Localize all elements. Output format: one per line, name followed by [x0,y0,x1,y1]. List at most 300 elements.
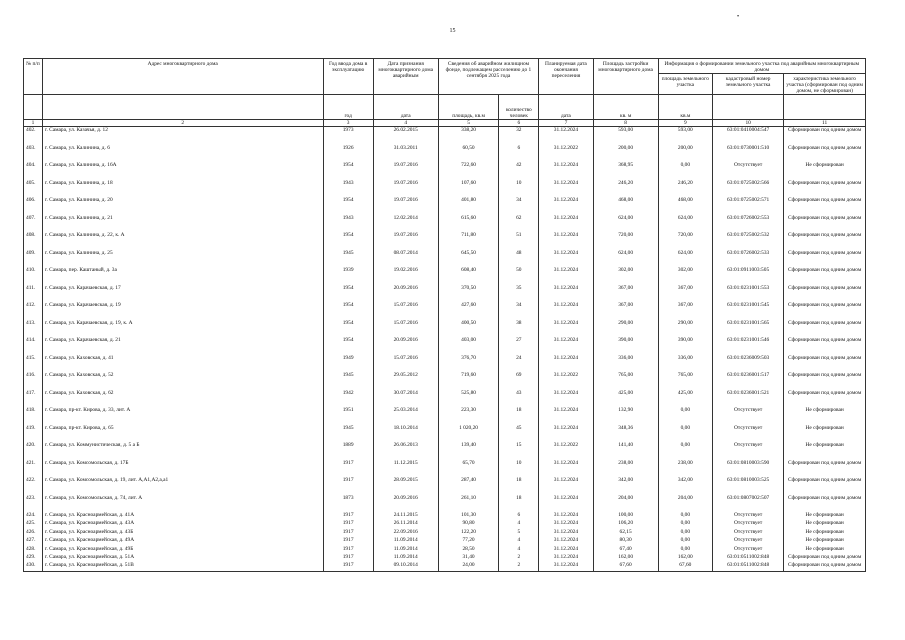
row-people: 45 [499,425,539,443]
row-built-area: 238,00 [593,460,658,478]
row-cadastral: 63:01:0725002:532 [713,232,784,250]
row-cadastral: 63:01:0236009:503 [713,355,784,373]
column-number: 8 [593,120,658,127]
header-land-area: площадь земельного участка [658,74,712,95]
row-land-area: 624,00 [658,250,712,268]
row-cadastral: 63:01:0725002:566 [713,180,784,198]
table-row [24,302,866,320]
row-number: 420. [24,442,43,460]
row-year: 1945 [323,372,373,390]
row-people: 34 [499,197,539,215]
row-address: г. Самара, ул. Комсомольская, д. 74, лит. А [42,495,323,513]
row-address: г. Самара, ул. Казачья, д. 12 [42,127,323,145]
row-people: 32 [499,127,539,145]
row-status: Сформирован под одним домом [784,285,866,303]
table-row [24,529,866,537]
row-planned-date: 31.12.2024 [539,162,593,180]
row-number: 406. [24,197,43,215]
table-row [24,407,866,425]
unit-cell: дата [539,95,593,120]
row-date: 15.07.2016 [373,355,438,373]
row-built-area: 367,00 [593,285,658,303]
row-people: 18 [499,407,539,425]
table-row [24,477,866,495]
row-area: 719,60 [438,372,499,390]
row-people: 38 [499,320,539,338]
row-address: г. Самара, ул. Красноармейская, д. 51А [42,554,323,562]
row-date: 09.10.2014 [373,562,438,571]
row-planned-date: 31.12.2022 [539,372,593,390]
row-people: 42 [499,162,539,180]
row-date: 11.12.2015 [373,460,438,478]
row-area: 24,00 [438,562,499,571]
row-address: г. Самара, ул. Карачаевская, д. 21 [42,337,323,355]
row-planned-date: 31.12.2024 [539,512,593,520]
row-status: Не сформирован [784,512,866,520]
row-area: 403,00 [438,337,499,355]
row-number: 411. [24,285,43,303]
row-cadastral: 63:01:0911003:505 [713,267,784,285]
row-address: г. Самара, ул. Красноармейская, д. 41А [42,512,323,520]
row-people: 2 [499,562,539,571]
row-year: 1954 [323,162,373,180]
row-area: 711,80 [438,232,499,250]
row-area: 287,40 [438,477,499,495]
row-built-area: 342,00 [593,477,658,495]
row-date: 22.09.2016 [373,529,438,537]
table-row [24,562,866,571]
row-area: 722,60 [438,162,499,180]
row-number: 424. [24,512,43,520]
row-address: г. Самара, ул. Каховская, д. 41 [42,355,323,373]
row-people: 51 [499,232,539,250]
row-year: 1917 [323,477,373,495]
row-year: 1954 [323,320,373,338]
unit-cell [24,95,43,120]
row-year: 1943 [323,215,373,233]
unit-cell: год [323,95,373,120]
row-people: 6 [499,512,539,520]
row-land-area: 0,00 [658,407,712,425]
row-status: Сформирован под одним домом [784,145,866,163]
row-year: 1917 [323,554,373,562]
row-people: 50 [499,267,539,285]
row-date: 31.03.2011 [373,145,438,163]
row-status: Сформирован под одним домом [784,390,866,408]
row-area: 338,20 [438,127,499,145]
row-built-area: 106,20 [593,520,658,528]
row-year: 1917 [323,546,373,554]
header-date-recognized: Дата признания многоквартирного дома аварийным [373,59,438,95]
row-people: 10 [499,180,539,198]
row-year: 1917 [323,460,373,478]
row-land-area: 0,00 [658,520,712,528]
row-date: 26.11.2014 [373,520,438,528]
row-date: 18.10.2014 [373,425,438,443]
row-land-area: 290,00 [658,320,712,338]
table-body [24,127,866,572]
header-num: № п/п [24,59,43,95]
row-planned-date: 31.12.2024 [539,320,593,338]
units-row [24,95,866,120]
table-row [24,390,866,408]
row-date: 11.09.2014 [373,546,438,554]
row-year: 1917 [323,537,373,545]
row-date: 30.07.2014 [373,390,438,408]
row-people: 4 [499,520,539,528]
row-address: г. Самара, ул. Красноармейская, д. 43Б [42,529,323,537]
row-year: 1945 [323,250,373,268]
row-address: г. Самара, ул. Карачаевская, д. 19, к. А [42,320,323,338]
table-row [24,546,866,554]
row-area: 525,80 [438,390,499,408]
row-number: 414. [24,337,43,355]
row-planned-date: 31.12.2024 [539,180,593,198]
row-land-area: 200,00 [658,145,712,163]
row-status: Не сформирован [784,425,866,443]
row-land-area: 67,60 [658,562,712,571]
row-date: 25.03.2014 [373,407,438,425]
row-year: 1949 [323,355,373,373]
table-row [24,442,866,460]
row-land-area: 0,00 [658,537,712,545]
row-date: 19.07.2016 [373,232,438,250]
row-land-area: 468,00 [658,197,712,215]
column-number: 5 [438,120,499,127]
corner-mark: • [737,14,740,20]
row-status: Сформирован под одним домом [784,495,866,513]
row-number: 410. [24,267,43,285]
row-land-area: 425,00 [658,390,712,408]
row-built-area: 67,60 [593,562,658,571]
row-status: Сформирован под одним домом [784,355,866,373]
table-row [24,162,866,180]
row-built-area: 132,90 [593,407,658,425]
row-date: 26.06.2013 [373,442,438,460]
row-year: 1926 [323,145,373,163]
row-land-area: 238,00 [658,460,712,478]
row-land-area: 624,00 [658,215,712,233]
row-cadastral: 63:01:0231001:546 [713,337,784,355]
row-date: 11.09.2014 [373,537,438,545]
row-status: Не сформирован [784,537,866,545]
row-cadastral: Отсутствует [713,512,784,520]
column-number: 1 [24,120,43,127]
row-planned-date: 31.12.2024 [539,355,593,373]
row-land-area: 0,00 [658,546,712,554]
row-built-area: 468,00 [593,197,658,215]
row-built-area: 62,15 [593,529,658,537]
row-built-area: 100,00 [593,512,658,520]
row-status: Сформирован под одним домом [784,477,866,495]
row-cadastral: 63:01:0725002:571 [713,197,784,215]
row-address: г. Самара, пр-кт. Кирова, д. 33, лит. А [42,407,323,425]
row-year: 1954 [323,285,373,303]
row-year: 1954 [323,337,373,355]
row-planned-date: 31.12.2024 [539,127,593,145]
table-row [24,495,866,513]
row-address: г. Самара, ул. Красноармейская, д. 51В [42,562,323,571]
row-people: 5 [499,529,539,537]
row-cadastral: 63:01:0511002:848 [713,554,784,562]
row-planned-date: 31.12.2024 [539,562,593,571]
row-address: г. Самара, ул. Комсомольская, д. 19, лит. А,А1,А2,а,а1 [42,477,323,495]
row-number: 407. [24,215,43,233]
row-people: 27 [499,337,539,355]
row-cadastral: 63:01:0730001:510 [713,145,784,163]
table-row [24,250,866,268]
header-cadastral: кадастровый номер земельного участка [713,74,784,95]
table-row [24,180,866,198]
row-people: 18 [499,495,539,513]
row-area: 139,40 [438,442,499,460]
row-number: 426. [24,529,43,537]
header-housing-info: Сведения об аварийном жилищном фонде, подлежащем расселению до 1 сентября 2025 года [438,59,539,95]
row-number: 415. [24,355,43,373]
row-area: 401,80 [438,197,499,215]
row-cadastral: 63:01:0231001:545 [713,302,784,320]
row-land-area: 390,00 [658,337,712,355]
row-address: г. Самара, ул. Красноармейская, д. 49А [42,537,323,545]
row-planned-date: 31.12.2024 [539,215,593,233]
row-date: 15.07.2016 [373,320,438,338]
row-cadastral: 63:01:0236001:521 [713,390,784,408]
row-planned-date: 31.12.2024 [539,232,593,250]
row-year: 1945 [323,425,373,443]
row-built-area: 624,00 [593,250,658,268]
row-number: 403. [24,145,43,163]
row-built-area: 200,00 [593,145,658,163]
table-row [24,232,866,250]
row-area: 90,80 [438,520,499,528]
row-planned-date: 31.12.2024 [539,285,593,303]
row-built-area: 204,00 [593,495,658,513]
row-area: 615,60 [438,215,499,233]
row-people: 4 [499,537,539,545]
row-year: 1917 [323,520,373,528]
row-built-area: 67,40 [593,546,658,554]
column-number: 7 [539,120,593,127]
header-land-info: Информация о формировании земельного участка под аварийным многоквартирным домом [658,59,865,74]
row-land-area: 367,00 [658,302,712,320]
row-area: 400,50 [438,320,499,338]
row-built-area: 367,00 [593,302,658,320]
row-address: г. Самара, ул. Карачаевская, д. 17 [42,285,323,303]
row-area: 101,30 [438,512,499,520]
row-cadastral: Отсутствует [713,529,784,537]
row-year: 1942 [323,390,373,408]
row-address: г. Самара, ул. Калинина, д. 22, к. А [42,232,323,250]
unit-cell: кв. м [593,95,658,120]
row-status: Сформирован под одним домом [784,302,866,320]
row-planned-date: 31.12.2024 [539,425,593,443]
row-built-area: 302,00 [593,267,658,285]
row-cadastral: Отсутствует [713,162,784,180]
row-address: г. Самара, ул. Калинина, д. 16А [42,162,323,180]
row-status: Сформирован под одним домом [784,337,866,355]
row-address: г. Самара, ул. Калинина, д. 21 [42,215,323,233]
header-land-character: характеристика земельного участка (сформирован под одним домом, не сформирован) [784,74,866,95]
row-date: 19.02.2016 [373,267,438,285]
row-date: 28.09.2015 [373,477,438,495]
row-planned-date: 31.12.2024 [539,554,593,562]
row-number: 402. [24,127,43,145]
table-row [24,520,866,528]
row-built-area: 348,36 [593,425,658,443]
row-address: г. Самара, ул. Карачаевская, д. 19 [42,302,323,320]
table-row [24,460,866,478]
row-year: 1951 [323,407,373,425]
row-cadastral: Отсутствует [713,537,784,545]
row-built-area: 765,00 [593,372,658,390]
table-row [24,425,866,443]
row-number: 422. [24,477,43,495]
row-land-area: 302,00 [658,267,712,285]
row-planned-date: 31.12.2024 [539,250,593,268]
row-planned-date: 31.12.2024 [539,477,593,495]
row-land-area: 765,00 [658,372,712,390]
row-year: 1873 [323,495,373,513]
row-number: 427. [24,537,43,545]
row-date: 20.09.2016 [373,337,438,355]
row-cadastral: 63:01:0807002:507 [713,495,784,513]
row-land-area: 204,00 [658,495,712,513]
table-row [24,267,866,285]
row-people: 69 [499,372,539,390]
row-number: 413. [24,320,43,338]
row-status: Не сформирован [784,442,866,460]
row-people: 35 [499,285,539,303]
row-date: 15.07.2016 [373,302,438,320]
row-date: 29.05.2012 [373,372,438,390]
row-area: 261,10 [438,495,499,513]
row-area: 223,30 [438,407,499,425]
row-date: 19.07.2016 [373,197,438,215]
row-number: 416. [24,372,43,390]
row-planned-date: 31.12.2024 [539,495,593,513]
row-date: 26.02.2015 [373,127,438,145]
row-address: г. Самара, ул. Красноармейская, д. 43А [42,520,323,528]
row-address: г. Самара, ул. Красноармейская, д. 49Б [42,546,323,554]
row-planned-date: 31.12.2024 [539,197,593,215]
row-address: г. Самара, пр-кт. Кирова, д. 65 [42,425,323,443]
row-year: 1954 [323,302,373,320]
row-cadastral: 63:01:0511002:848 [713,562,784,571]
row-cadastral: 63:01:0231001:565 [713,320,784,338]
header-area-built: Площадь застройки многоквартирного дома [593,59,658,95]
row-cadastral: Отсутствует [713,407,784,425]
row-number: 425. [24,520,43,528]
row-address: г. Самара, пер. Каштаный, д. 3а [42,267,323,285]
row-year: 1889 [323,442,373,460]
unit-cell [784,95,866,120]
row-status: Сформирован под одним домом [784,554,866,562]
row-date: 12.02.2014 [373,215,438,233]
row-people: 24 [499,355,539,373]
row-area: 77,20 [438,537,499,545]
row-status: Не сформирован [784,162,866,180]
row-number: 430. [24,562,43,571]
unit-cell: дата [373,95,438,120]
row-address: г. Самара, ул. Каховская, д. 52 [42,372,323,390]
row-address: г. Самара, ул. Каховская, д. 62 [42,390,323,408]
row-status: Не сформирован [784,546,866,554]
row-area: 376,70 [438,355,499,373]
row-planned-date: 31.12.2024 [539,546,593,554]
row-land-area: 0,00 [658,512,712,520]
row-planned-date: 31.12.2024 [539,390,593,408]
row-number: 409. [24,250,43,268]
row-number: 408. [24,232,43,250]
row-land-area: 367,00 [658,285,712,303]
column-number: 4 [373,120,438,127]
row-year: 1917 [323,529,373,537]
row-land-area: 0,00 [658,442,712,460]
column-number: 10 [713,120,784,127]
table-row [24,215,866,233]
row-built-area: 162,00 [593,554,658,562]
row-land-area: 162,00 [658,554,712,562]
row-built-area: 80,30 [593,537,658,545]
row-status: Сформирован под одним домом [784,215,866,233]
row-built-area: 720,00 [593,232,658,250]
row-cadastral: 63:01:0810003:590 [713,460,784,478]
header-year: Год ввода дома в эксплуатацию [323,59,373,95]
table-row [24,337,866,355]
column-number: 6 [499,120,539,127]
row-people: 18 [499,477,539,495]
row-built-area: 290,00 [593,320,658,338]
row-year: 1917 [323,512,373,520]
row-built-area: 624,00 [593,215,658,233]
column-number: 2 [42,120,323,127]
row-status: Не сформирован [784,407,866,425]
row-number: 429. [24,554,43,562]
row-number: 419. [24,425,43,443]
row-date: 19.07.2016 [373,180,438,198]
row-planned-date: 31.12.2024 [539,537,593,545]
row-year: 1954 [323,232,373,250]
row-people: 62 [499,215,539,233]
row-land-area: 593,00 [658,127,712,145]
row-address: г. Самара, ул. Комсомольская, д. 17Б [42,460,323,478]
row-cadastral: 63:01:0726002:553 [713,215,784,233]
row-land-area: 0,00 [658,425,712,443]
row-number: 428. [24,546,43,554]
unit-cell [713,95,784,120]
column-numbers-row [24,120,866,127]
row-cadastral: 63:01:0410004:547 [713,127,784,145]
table-row [24,372,866,390]
row-area: 608,40 [438,267,499,285]
table-row [24,127,866,145]
row-year: 1939 [323,267,373,285]
row-cadastral: 63:01:0726002:533 [713,250,784,268]
row-area: 28,50 [438,546,499,554]
column-number: 11 [784,120,866,127]
row-address: г. Самара, ул. Калинина, д. 18 [42,180,323,198]
row-number: 405. [24,180,43,198]
table-row [24,355,866,373]
row-area: 107,60 [438,180,499,198]
row-planned-date: 31.12.2022 [539,145,593,163]
row-built-area: 141,40 [593,442,658,460]
row-cadastral: Отсутствует [713,425,784,443]
row-land-area: 336,00 [658,355,712,373]
row-cadastral: 63:01:0231001:553 [713,285,784,303]
row-address: г. Самара, ул. Коммунистическая, д. 5 а Б [42,442,323,460]
row-built-area: 425,00 [593,390,658,408]
